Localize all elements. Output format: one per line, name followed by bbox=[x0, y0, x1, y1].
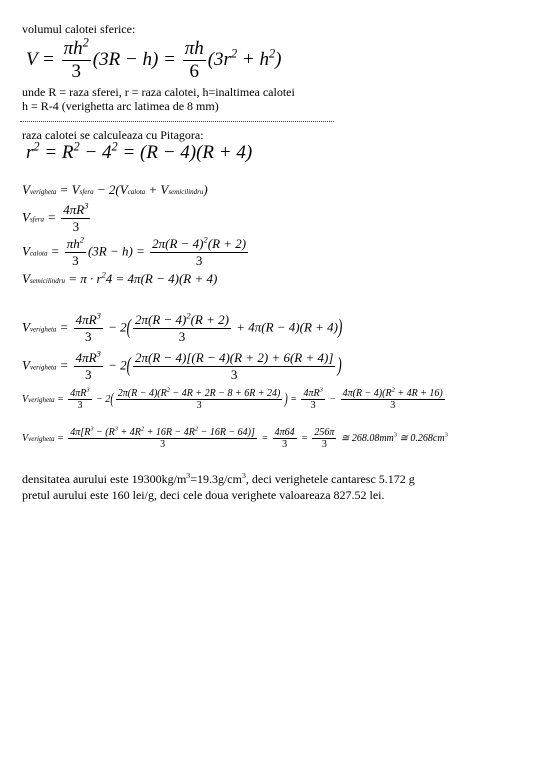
definitions-line-1: unde R = raza sferei, r = raza calotei, h=inaltimea calotei bbox=[22, 85, 295, 99]
ring-volume-step-2: Vverigheta = $\frac{4\pi R^3}{3}$ − 2( $\frac{2\pi(R - 4)[(R - 4)(R + 2) + 6(R + 4)]}{3}$ ) bbox=[22, 348, 342, 382]
intro-text: volumul calotei sferice: bbox=[22, 22, 136, 36]
density-text: densitatea aurului este $19300kg/m^3=19.3g/cm^3$, deci verighetele cantaresc 5.172 g bbox=[22, 471, 415, 486]
price-text: pretul aurului este 160 lei/g, deci cele doua verighete valoareaza 827.52 lei. bbox=[22, 488, 385, 502]
half-cylinder-volume-formula: Vsemicilindru = $\pi \cdot r^24 = 4\pi(R - 4)(R + 4)$ bbox=[22, 269, 218, 286]
result-cm3: ≅ 0.268cm bbox=[399, 432, 445, 444]
ring-volume-step-3: Vverigheta = $\frac{4\pi R^3}{3}$ − 2( $\frac{2\pi(R - 4)(R^2 - 4R + 2R - 8 + 6R + 24)}{3}$ ) = $\frac{4\pi R^3}{3}$ − $\frac{4\pi(R - 4)(R^2 + 4R + 16)}{3}$ bbox=[22, 386, 443, 411]
ring-volume-definition: Vverigheta = Vsfera − 2(Vcalota + Vsemicilindru) bbox=[22, 182, 208, 197]
dotted-separator bbox=[20, 121, 334, 122]
ring-volume-step-1: Vverigheta = $\frac{4\pi R^3}{3}$ − 2( $\frac{2\pi(R - 4)^2(R + 2)}{3}$ + 4π(R − 4)(R + 4)) bbox=[22, 310, 343, 344]
radius-formula: $r^2 = R^2 - 4^2 = (R - 4)(R + 4)$ bbox=[26, 139, 253, 163]
definitions-line-2: h = R-4 (verighetta arc latimea de 8 mm) bbox=[22, 99, 219, 113]
cap-volume-formula: Vcalota = $\frac{\pi h^2}{3}$ (3R − h) = $\frac{2\pi(R - 4)^2(R + 2)}{3}$ bbox=[22, 234, 247, 268]
result-mm3: ≅ 268.08mm bbox=[340, 432, 394, 444]
pitagora-text: raza calotei se calculeaza cu Pitagora: bbox=[22, 128, 204, 142]
sphere-volume-formula: Vsfera = $\frac{4\pi R^3}{3}$ bbox=[22, 200, 89, 234]
ring-volume-final: Vverigheta = $\frac{4\pi[R^3 - (R^3 + 4R^2 + 16R - 4R^2 - 16R - 64)]}{3}$ = $\frac{4\pi 64}{3}$ = $\frac{256\pi}{3}$ ≅ $268.08mm^3$ ≅ $0.268cm^3$ bbox=[22, 425, 448, 450]
volume-formula: V = $\frac{\pi h^2}{3}$ (3R − h) = $\frac{\pi h}{6}$ $(3r^2 + h^2)$ bbox=[26, 35, 282, 82]
